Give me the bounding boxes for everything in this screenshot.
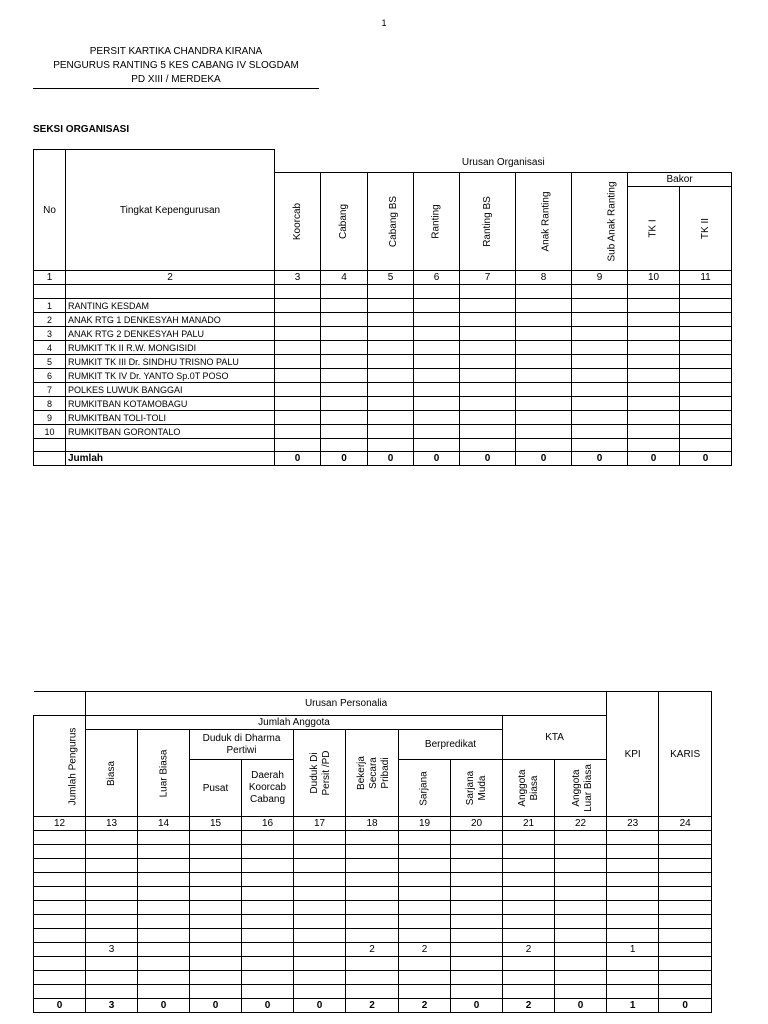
row-no: 10 (34, 425, 66, 439)
col-number: 2 (66, 271, 275, 285)
urusan-organisasi-header: Urusan Organisasi (275, 150, 732, 173)
col-number: 12 (34, 817, 86, 831)
cell-value (451, 943, 503, 957)
table-row (34, 411, 732, 425)
col-jumlah-pengurus: Jumlah Pengurus (67, 727, 79, 805)
col-number: 1 (34, 271, 66, 285)
row-no: 1 (34, 299, 66, 313)
total-value: 2 (346, 999, 399, 1013)
cell-value: 3 (86, 943, 138, 957)
col-number: 24 (659, 817, 712, 831)
total-value: 0 (572, 452, 628, 466)
col-number: 10 (628, 271, 680, 285)
col-number: 11 (680, 271, 732, 285)
col-number: 7 (460, 271, 516, 285)
cell-value (659, 943, 712, 957)
col-luar-biasa: Luar Biasa (158, 749, 169, 797)
row-name: RUMKITBAN KOTAMOBAGU (66, 397, 275, 411)
cell-value (555, 943, 607, 957)
col-number: 9 (572, 271, 628, 285)
total-value: 1 (607, 999, 659, 1013)
spacer-row (34, 285, 732, 299)
col-ranting-bs: Ranting BS (482, 196, 493, 247)
table-row (34, 369, 732, 383)
cell-value: 2 (346, 943, 399, 957)
total-label: Jumlah (66, 452, 275, 466)
col-number: 5 (368, 271, 414, 285)
cell-value: 1 (607, 943, 659, 957)
row-no: 5 (34, 355, 66, 369)
total-value: 0 (368, 452, 414, 466)
total-value: 0 (414, 452, 460, 466)
section-title: SEKSI ORGANISASI (33, 124, 130, 135)
table-row (34, 383, 732, 397)
total-value: 0 (275, 452, 321, 466)
total-value: 0 (138, 999, 190, 1013)
col-number: 14 (138, 817, 190, 831)
organisasi-table (33, 149, 732, 466)
col-anggota-luar-biasa: Anggota Luar Biasa (571, 764, 594, 812)
col-sub-anak-ranting: Sub Anak Ranting (606, 181, 618, 262)
row-no: 8 (34, 397, 66, 411)
col-number: 21 (503, 817, 555, 831)
cell-value (138, 943, 190, 957)
table-row (34, 915, 712, 929)
total-value: 0 (34, 999, 86, 1013)
total-value: 0 (659, 999, 712, 1013)
total-value: 0 (460, 452, 516, 466)
header-underline (33, 88, 319, 89)
duduk-dharma-pertiwi-header: Duduk di Dharma Pertiwi (190, 730, 294, 760)
col-koorcab: Koorcab (292, 202, 303, 241)
col-daerah-koorcab: Daerah Koorcab Cabang (242, 760, 294, 817)
header-line-1: PERSIT KARTIKA CHANDRA KIRANA (89, 46, 263, 57)
spacer-row (34, 439, 732, 452)
col-no-header: No (34, 150, 66, 271)
col-number: 20 (451, 817, 503, 831)
row-name: RUMKIT TK III Dr. SINDHU TRISNO PALU (66, 355, 275, 369)
table-row (34, 299, 732, 313)
col-anggota-biasa: Anggota Biasa (516, 769, 540, 807)
col-tingkat-header: Tingkat Kepengurusan (66, 150, 275, 271)
col-duduk-persit: Duduk Di Persit /PD (309, 750, 332, 796)
col-number: 17 (294, 817, 346, 831)
table-row (34, 355, 732, 369)
col-cabang: Cabang (338, 203, 350, 240)
row-no: 4 (34, 341, 66, 355)
row-no: 3 (34, 327, 66, 341)
col-sarjana: Sarjana (419, 770, 430, 806)
urusan-personalia-header: Urusan Personalia (86, 692, 607, 716)
total-value: 0 (555, 999, 607, 1013)
table-row (34, 831, 712, 845)
table-row (34, 313, 732, 327)
row-no: 9 (34, 411, 66, 425)
kta-header: KTA (503, 716, 607, 760)
bakor-header: Bakor (628, 173, 732, 187)
col-bekerja-pribadi: Bekerja Secara Pribadi (356, 756, 391, 790)
cell-value (190, 943, 242, 957)
table-row (34, 985, 712, 999)
total-value: 0 (190, 999, 242, 1013)
column-number-row (34, 817, 712, 831)
cell-value (294, 943, 346, 957)
table-row (34, 901, 712, 915)
cell-value: 2 (503, 943, 555, 957)
col-number: 4 (321, 271, 368, 285)
total-row (34, 999, 712, 1013)
row-no: 7 (34, 383, 66, 397)
col-sarjana-muda: Sarjana Muda (464, 770, 488, 806)
total-value: 0 (516, 452, 572, 466)
col-ranting: Ranting (431, 204, 442, 239)
page-number: 1 (381, 18, 387, 28)
total-value: 0 (321, 452, 368, 466)
table-row (34, 873, 712, 887)
col-number: 22 (555, 817, 607, 831)
table-row (34, 397, 732, 411)
col-pusat: Pusat (190, 760, 242, 817)
total-value: 0 (294, 999, 346, 1013)
header-line-2: PENGURUS RANTING 5 KES CABANG IV SLOGDAM (53, 60, 299, 71)
cell-value (34, 943, 86, 957)
table-row (34, 929, 712, 943)
total-value: 2 (399, 999, 451, 1013)
row-name: POLKES LUWUK BANGGAI (66, 383, 275, 397)
total-value: 0 (680, 452, 732, 466)
col-cabang-bs: Cabang BS (388, 195, 400, 248)
row-name: RUMKIT TK IV Dr. YANTO Sp.0T POSO (66, 369, 275, 383)
row-name: RUMKIT TK II R.W. MONGISIDI (66, 341, 275, 355)
table-row (34, 341, 732, 355)
total-value: 0 (242, 999, 294, 1013)
total-value: 3 (86, 999, 138, 1013)
row-name: ANAK RTG 1 DENKESYAH MANADO (66, 313, 275, 327)
col-kpi: KPI (607, 692, 659, 817)
cell-value: 2 (399, 943, 451, 957)
col-number: 18 (346, 817, 399, 831)
col-karis: KARIS (659, 692, 712, 817)
col-number: 13 (86, 817, 138, 831)
col-number: 15 (190, 817, 242, 831)
col-number: 3 (275, 271, 321, 285)
col-number: 19 (399, 817, 451, 831)
row-name: RUMKITBAN TOLI-TOLI (66, 411, 275, 425)
total-value: 0 (451, 999, 503, 1013)
berpredikat-header: Berpredikat (399, 730, 503, 760)
table-row (34, 943, 712, 957)
jumlah-anggota-header: Jumlah Anggota (86, 716, 503, 730)
table-row (34, 425, 732, 439)
col-number: 8 (516, 271, 572, 285)
col-tk-ii: TK II (700, 217, 712, 240)
row-name: RANTING KESDAM (66, 299, 275, 313)
col-biasa: Biasa (105, 760, 117, 786)
row-no: 2 (34, 313, 66, 327)
table-row (34, 327, 732, 341)
row-name: ANAK RTG 2 DENKESYAH PALU (66, 327, 275, 341)
column-number-row (34, 271, 732, 285)
row-no: 6 (34, 369, 66, 383)
table-row (34, 859, 712, 873)
total-value: 2 (503, 999, 555, 1013)
row-name: RUMKITBAN GORONTALO (66, 425, 275, 439)
header-line-3: PD XIII / MERDEKA (131, 74, 221, 85)
col-number: 6 (414, 271, 460, 285)
cell-value (242, 943, 294, 957)
table-row (34, 971, 712, 985)
col-number: 23 (607, 817, 659, 831)
table-row (34, 845, 712, 859)
total-value: 0 (628, 452, 680, 466)
col-number: 16 (242, 817, 294, 831)
table-row (34, 957, 712, 971)
total-row (34, 452, 732, 466)
col-anak-ranting: Anak Ranting (540, 191, 552, 252)
table-row (34, 887, 712, 901)
col-tk-i: TK I (648, 219, 659, 238)
personalia-table (33, 691, 712, 1013)
